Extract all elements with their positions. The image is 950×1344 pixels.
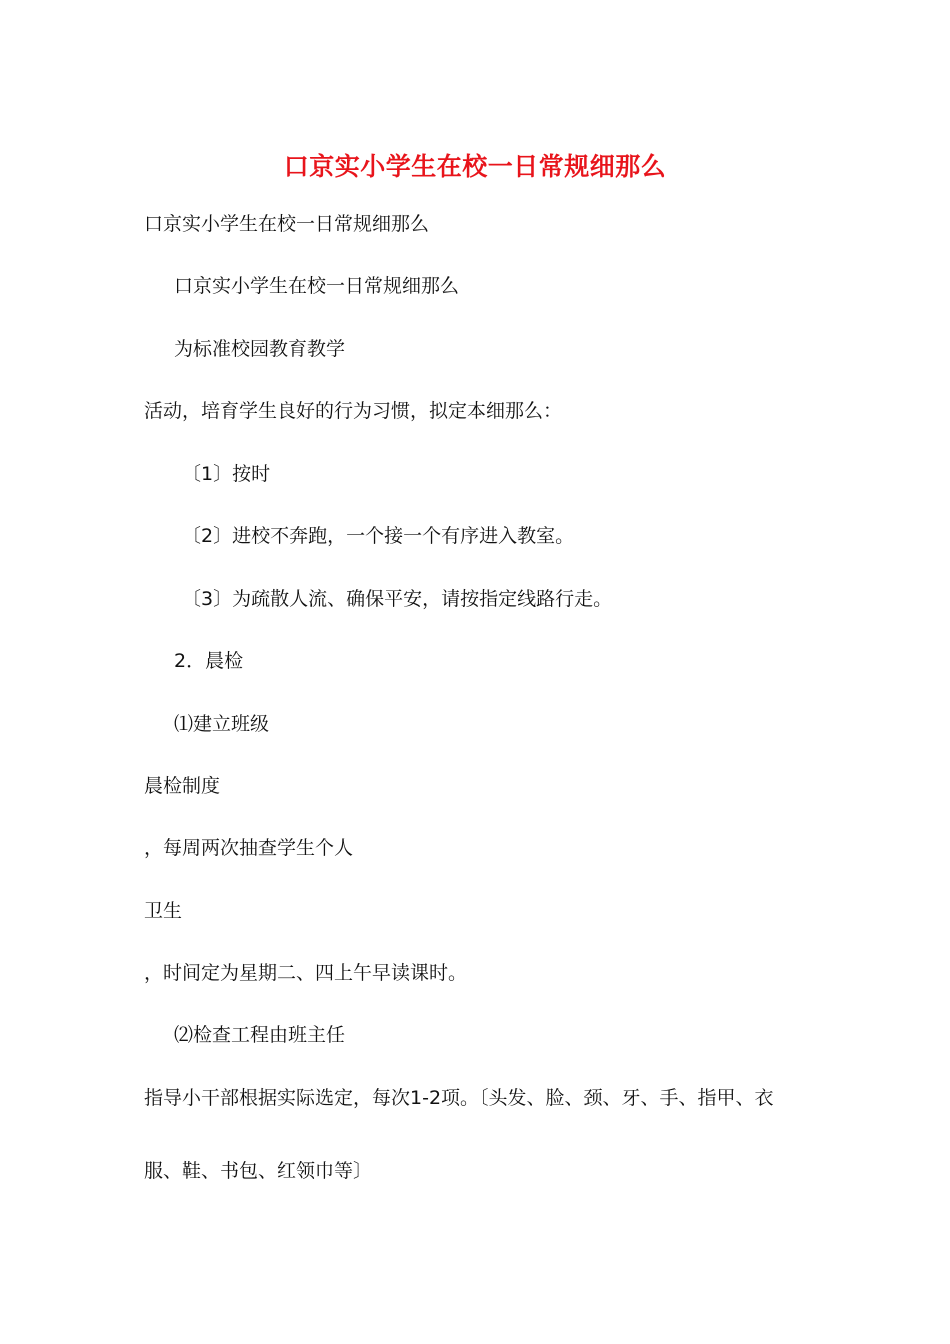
paragraph-fragment: ，时间定为星期二、四上午早读课时。 xyxy=(144,962,468,984)
list-item-2: 〔2〕进校不奔跑，一个接一个有序进入教室。 xyxy=(182,525,575,547)
paragraph-heading: 口京实小学生在校一日常规细那么 xyxy=(144,213,430,235)
paragraph-subheading: 口京实小学生在校一日常规细那么 xyxy=(174,275,460,297)
list-item-1: 〔1〕按时 xyxy=(182,463,271,485)
paragraph-intro: 为标准校园教育教学 xyxy=(174,338,346,360)
paragraph-fragment: 卫生 xyxy=(144,900,183,922)
section-heading-morning-check: 2．晨检 xyxy=(174,650,244,672)
subitem-2: ⑵检查工程由班主任 xyxy=(174,1024,346,1046)
document-title: 口京实小学生在校一日常规细那么 xyxy=(283,152,667,181)
list-item-3: 〔3〕为疏散人流、确保平安，请按指定线路行走。 xyxy=(182,588,613,610)
paragraph-body: 指导小干部根据实际选定，每次1-2项。〔头发、脸、颈、牙、手、指甲、衣 xyxy=(144,1087,774,1109)
paragraph-intro-continued: 活动，培育学生良好的行为习惯，拟定本细那么： xyxy=(144,400,563,422)
paragraph-body-continued: 服、鞋、书包、红领巾等〕 xyxy=(144,1160,373,1182)
paragraph-fragment: 晨检制度 xyxy=(144,775,221,797)
subitem-1: ⑴建立班级 xyxy=(174,713,270,735)
paragraph-fragment: ，每周两次抽查学生个人 xyxy=(144,837,354,859)
